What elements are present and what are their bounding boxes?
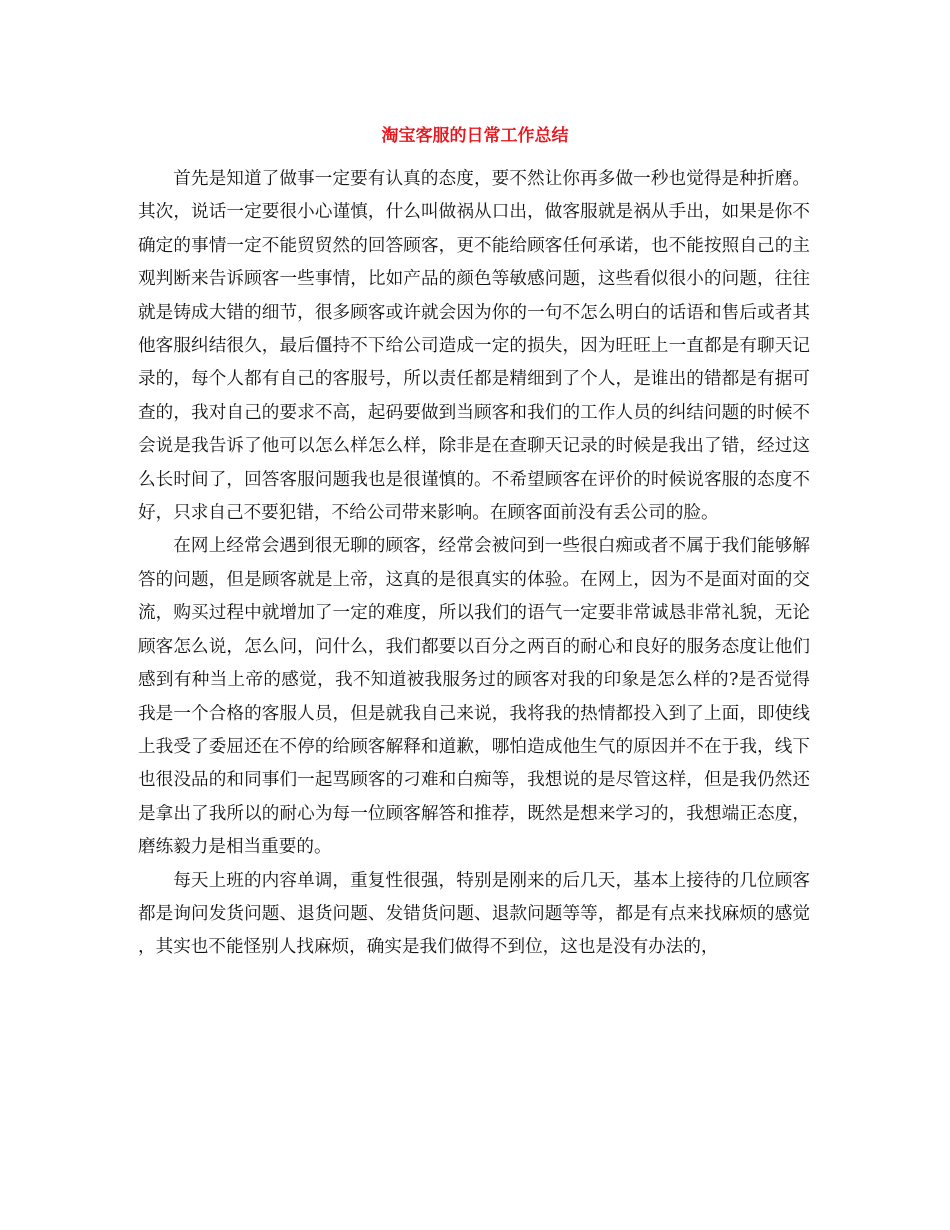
paragraph-1: 首先是知道了做事一定要有认真的态度，要不然让你再多做一秒也觉得是种折磨。其次，说话一定要很小心谨慎，什么叫做祸从口出，做客服就是祸从手出，如果是你不确定的事情一定不能贸贸然的回答顾客，更不能给顾客任何承诺，也不能按照自己的主观判断来告诉顾客一些事情，比如产品的颜色等敏感问题，这些看似很小的问题，往往就是铸成大错的细节，很多顾客或许就会因为你的一句不怎么明白的话语和售后或者其他客服纠结很久，最后僵持不下给公司造成一定的损失，因为旺旺上一直都是有聊天记录的，每个人都有自己的客服号，所以责任都是精细到了个人，是谁出的错都是有据可查的，我对自己的要求不高，起码要做到当顾客和我们的工作人员的纠结问题的时候不会说是我告诉了他可以怎么样怎么样，除非是在查聊天记录的时候是我出了错，经过这么长时间了，回答客服问题我也是很谨慎的。不希望顾客在评价的时候说客服的态度不好，只求自己不要犯错，不给公司带来影响。在顾客面前没有丢公司的脸。 <box>138 169 810 524</box>
document-title: 淘宝客服的日常工作总结 <box>381 126 569 146</box>
paragraph-3: 每天上班的内容单调，重复性很强，特别是刚来的后几天，基本上接待的几位顾客都是询问发货问题、退货问题、发错货问题、退款问题等等，都是有点来找麻烦的感觉，其实也不能怪别人找麻烦，确实是我们做得不到位，这也是没有办法的， <box>138 870 810 958</box>
paragraph-2: 在网上经常会遇到很无聊的顾客，经常会被问到一些很白痴或者不属于我们能够解答的问题，但是顾客就是上帝，这真的是很真实的体验。在网上，因为不是面对面的交流，购买过程中就增加了一定的难度，所以我们的语气一定要非常诚恳非常礼貌，无论顾客怎么说，怎么问，问什么，我们都要以百分之两百的耐心和良好的服务态度让他们感到有种当上帝的感觉，我不知道被我服务过的顾客对我的印象是怎么样的?是否觉得我是一个合格的客服人员，但是就我自己来说，我将我的热情都投入到了上面，即使线上我受了委屈还在不停的给顾客解释和道歉，哪怕造成他生气的原因并不在于我，线下也很没品的和同事们一起骂顾客的刁难和白痴等，我想说的是尽管这样，但是我仍然还是拿出了我所以的耐心为每一位顾客解答和推荐，既然是想来学习的，我想端正态度，磨练毅力是相当重要的。 <box>138 536 810 858</box>
document-body <box>138 163 810 965</box>
